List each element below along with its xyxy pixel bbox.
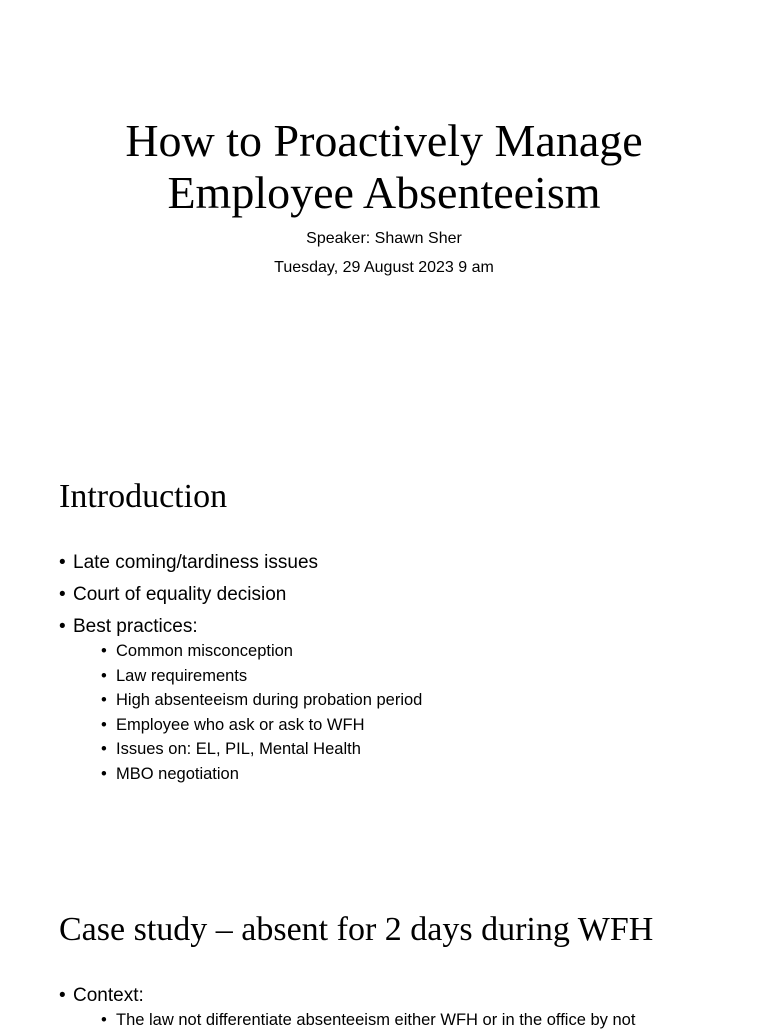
list-item [59, 583, 422, 615]
bullet-text: Late coming/tardiness issues [73, 552, 319, 573]
bullet-text: Court of equality decision [73, 584, 287, 605]
title-slide [0, 0, 768, 430]
introduction-heading: Introduction [59, 478, 228, 515]
best-practices-sub-list [73, 641, 422, 789]
sub-list-item: • Issues on: EL, PIL, Mental Health [101, 739, 422, 764]
sub-list-item: • High absenteeism during probation period [101, 690, 422, 715]
colon: : [138, 985, 144, 1006]
list-item [59, 984, 635, 1035]
sub-list-item: • Law requirements [101, 666, 422, 691]
sub-list-item: • The law not differentiate absenteeism either WFH or in the office by not [101, 1010, 635, 1035]
best-practices-label: Best practices [73, 616, 193, 637]
introduction-bullet-list [59, 551, 422, 789]
date-text: Tuesday, 29 August 2023 9 am [274, 259, 494, 276]
list-item [59, 551, 422, 583]
context-sub-list [73, 1010, 635, 1035]
case-study-heading: Case study – absent for 2 days during WFH [59, 911, 654, 948]
case-study-bullet-list [59, 984, 635, 1035]
sub-list-item: • Common misconception [101, 641, 422, 666]
sub-list-item: • Employee who ask or ask to WFH [101, 715, 422, 740]
presentation-title [0, 115, 768, 219]
colon: : [192, 616, 198, 637]
title-line-2: Employee Absenteeism [167, 167, 601, 218]
context-label: Context [73, 985, 139, 1006]
title-line-1: How to Proactively Manage [125, 115, 643, 166]
speaker-text: Speaker: Shawn Sher [306, 230, 462, 247]
list-item [59, 615, 422, 789]
sub-list-item: • MBO negotiation [101, 764, 422, 789]
